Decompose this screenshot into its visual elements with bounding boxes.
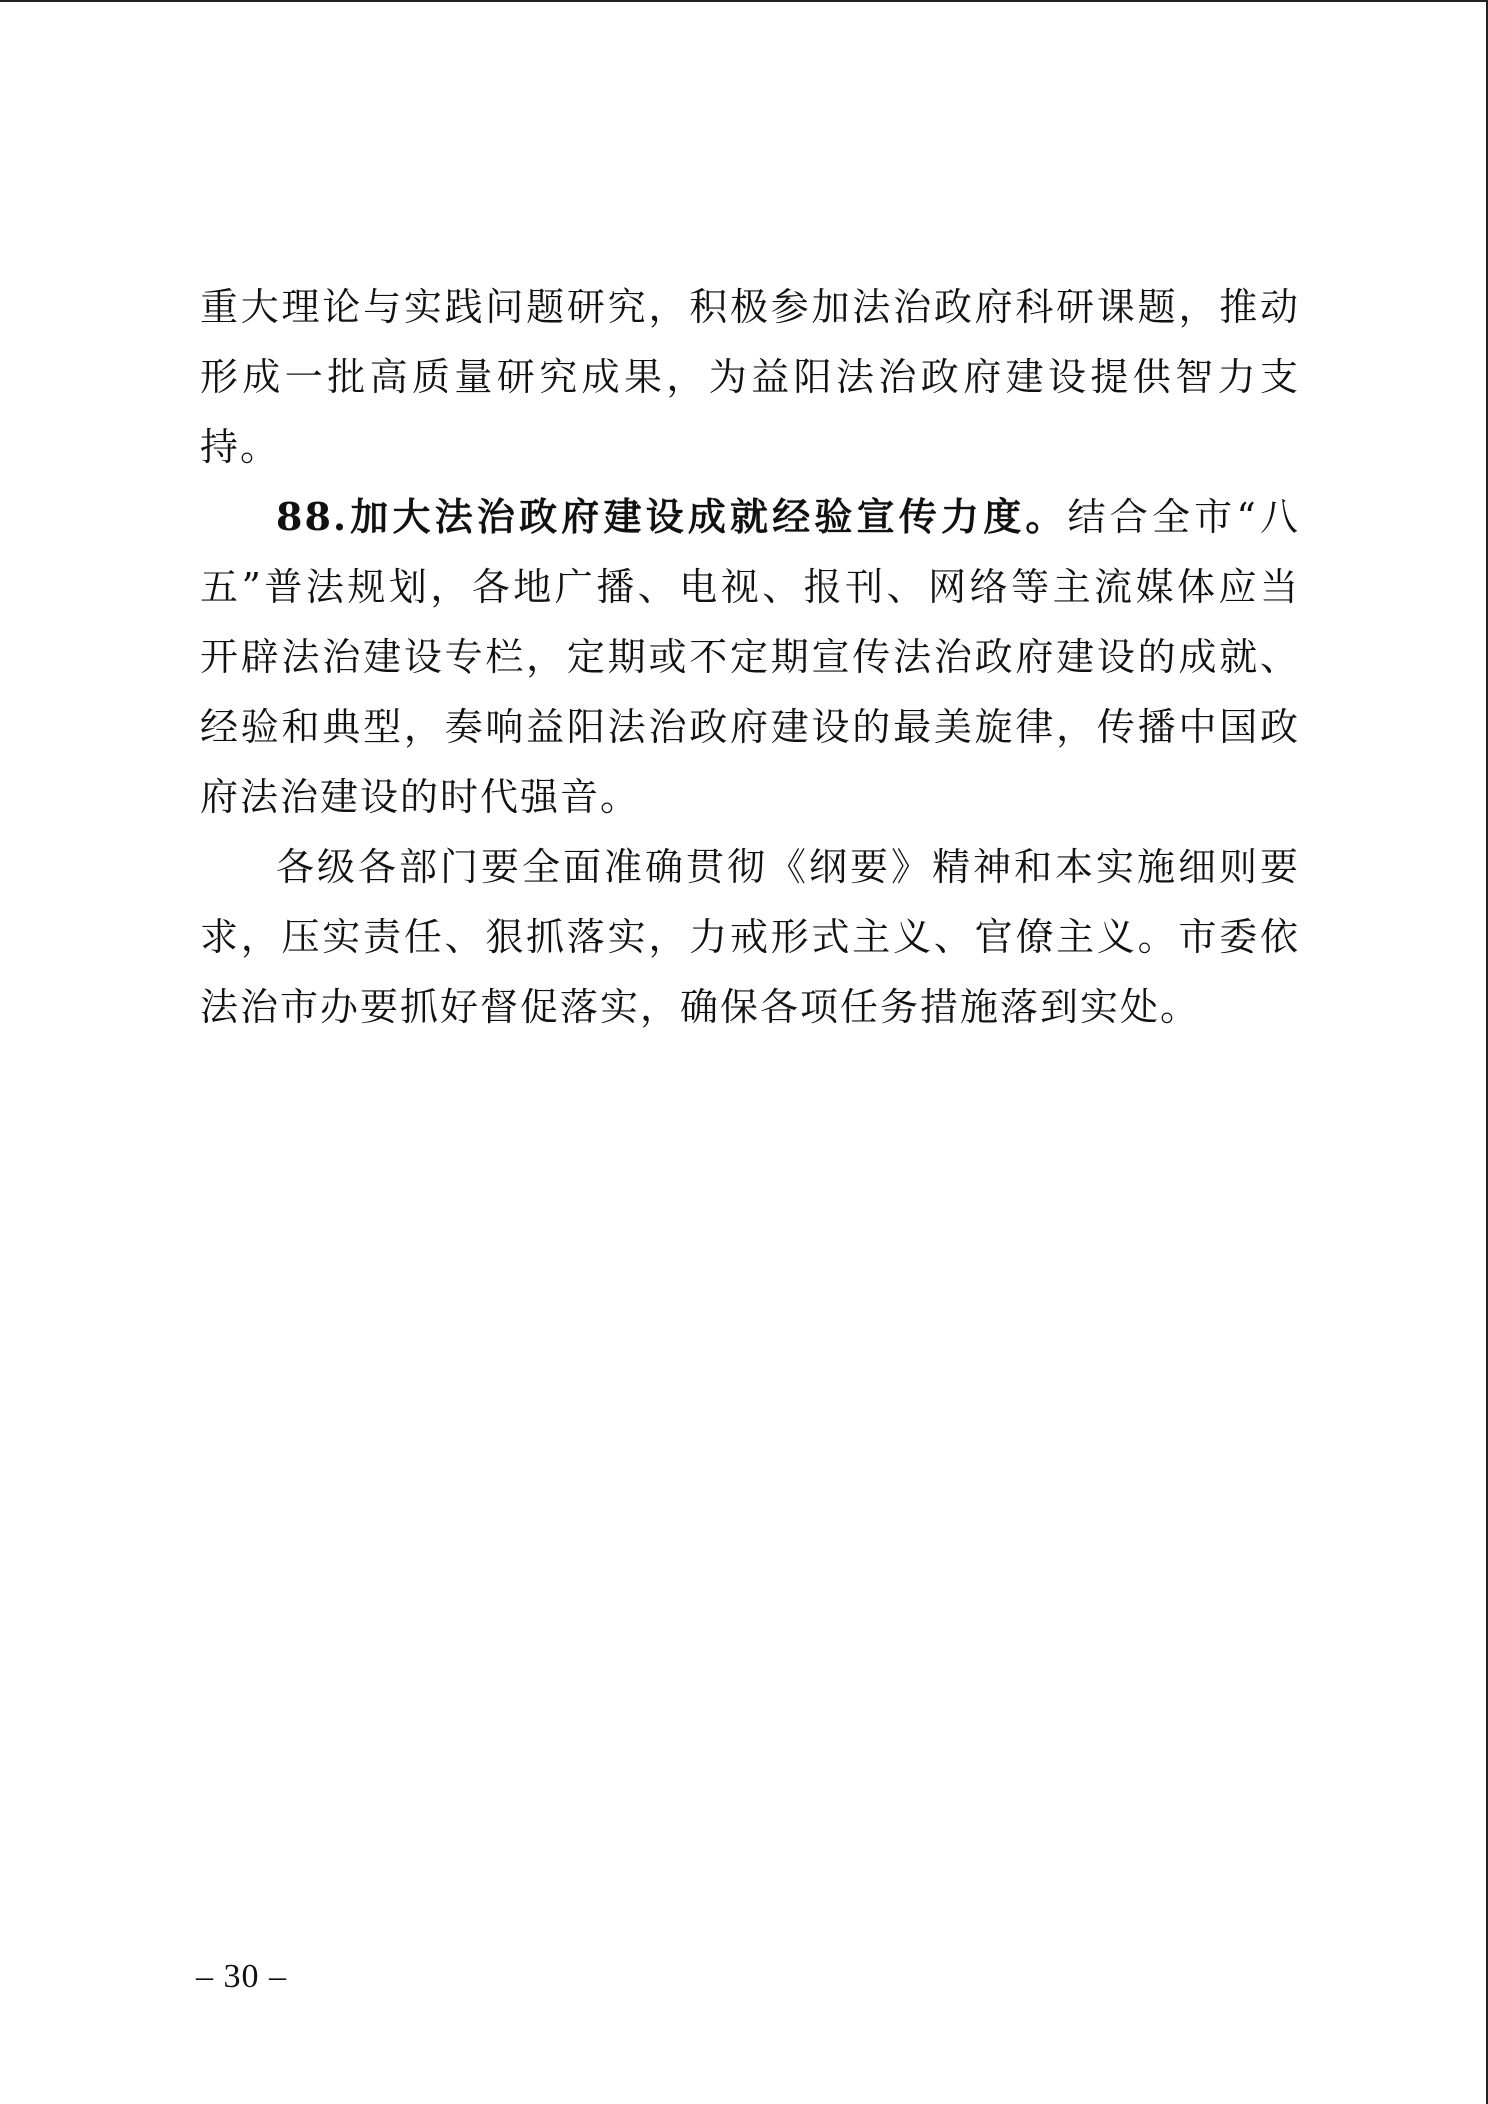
paragraph-item-88 [200, 482, 1300, 832]
paragraph-continuation [200, 272, 1300, 482]
paragraph-text: 重大理论与实践问题研究，积极参加法治政府科研课题，推动形成一批高质量研究成果，为益阳法治政府建设提供智力支持。 [200, 285, 1300, 469]
paragraph-text: 各级各部门要全面准确贯彻《纲要》精神和本实施细则要求，压实责任、狠抓落实，力戒形式主义、官僚主义。市委依法治市办要抓好督促落实，确保各项任务措施落到实处。 [200, 845, 1300, 1029]
paragraph-heading: 88.加大法治政府建设成就经验宣传力度。 [276, 494, 1068, 539]
document-body [200, 272, 1300, 1042]
page-number: – 30 – [196, 1958, 287, 1995]
paragraph-closing [200, 832, 1300, 1042]
paragraph-text: 结合全市“八五”普法规划，各地广播、电视、报刊、网络等主流媒体应当开辟法治建设专栏，定期或不定期宣传法治政府建设的成就、经验和典型，奏响益阳法治政府建设的最美旋律，传播中国政府法治建设的时代强音。 [200, 495, 1300, 819]
